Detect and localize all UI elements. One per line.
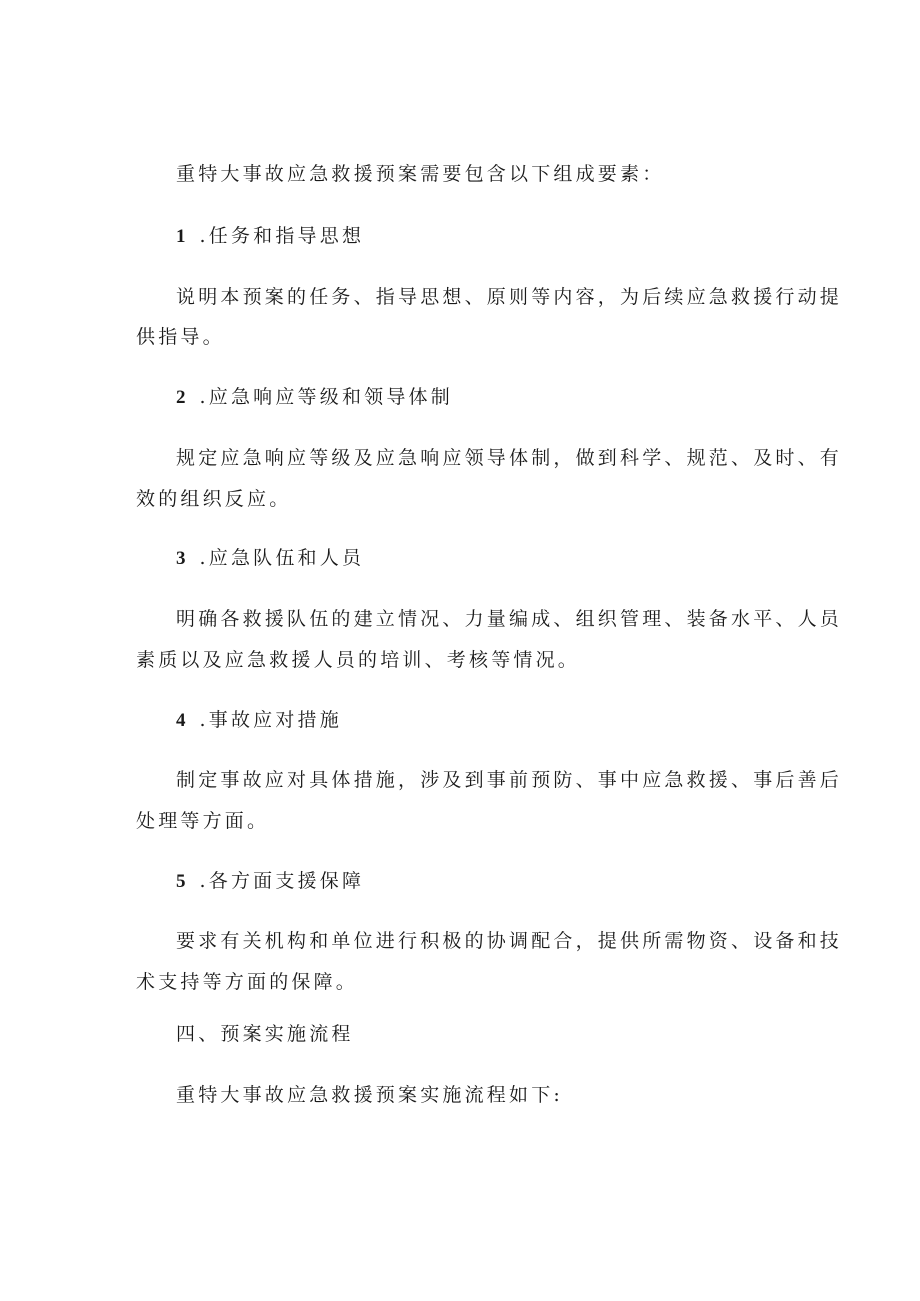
section-number: 4	[176, 710, 186, 731]
section-number: 5	[176, 871, 186, 892]
section-number: 1	[176, 226, 186, 247]
section-body-line: 规定应急响应等级及应急响应领导体制，做到科学、规范、及时、有	[176, 447, 843, 469]
section-body-line: 要求有关机构和单位进行积极的协调配合，提供所需物资、设备和技	[176, 930, 843, 952]
section-body-line: 术支持等方面的保障。	[136, 971, 359, 993]
section-heading-4	[176, 708, 342, 733]
section-body-line: 制定事故应对具体措施，涉及到事前预防、事中应急救援、事后善后	[176, 769, 843, 791]
section-title: .应急响应等级和领导体制	[199, 386, 453, 408]
section-title: .任务和指导思想	[199, 225, 365, 247]
intro-paragraph: 重特大事故应急救援预案需要包含以下组成要素：	[176, 163, 665, 185]
section-body-line: 说明本预案的任务、指导思想、原则等内容，为后续应急救援行动提	[176, 286, 843, 308]
section-body-line: 明确各救援队伍的建立情况、力量编成、组织管理、装备水平、人员	[176, 608, 843, 630]
section-title: .各方面支援保障	[199, 870, 365, 892]
section-body-line: 素质以及应急救援人员的培训、考核等情况。	[136, 649, 581, 671]
section-heading-5	[176, 869, 364, 894]
section-body-line: 处理等方面。	[136, 810, 270, 832]
section-heading-3	[176, 546, 364, 571]
section-body-line: 供指导。	[136, 326, 225, 348]
section-heading-2	[176, 385, 453, 410]
section-title: .应急队伍和人员	[199, 547, 365, 569]
section-title: .事故应对措施	[199, 709, 342, 731]
section-number: 3	[176, 548, 186, 569]
section-number: 2	[176, 387, 186, 408]
section-body-line: 效的组织反应。	[136, 488, 292, 510]
outro-paragraph: 重特大事故应急救援预案实施流程如下:	[176, 1084, 564, 1106]
chapter-heading: 四、预案实施流程	[176, 1023, 354, 1045]
section-heading-1	[176, 224, 364, 249]
